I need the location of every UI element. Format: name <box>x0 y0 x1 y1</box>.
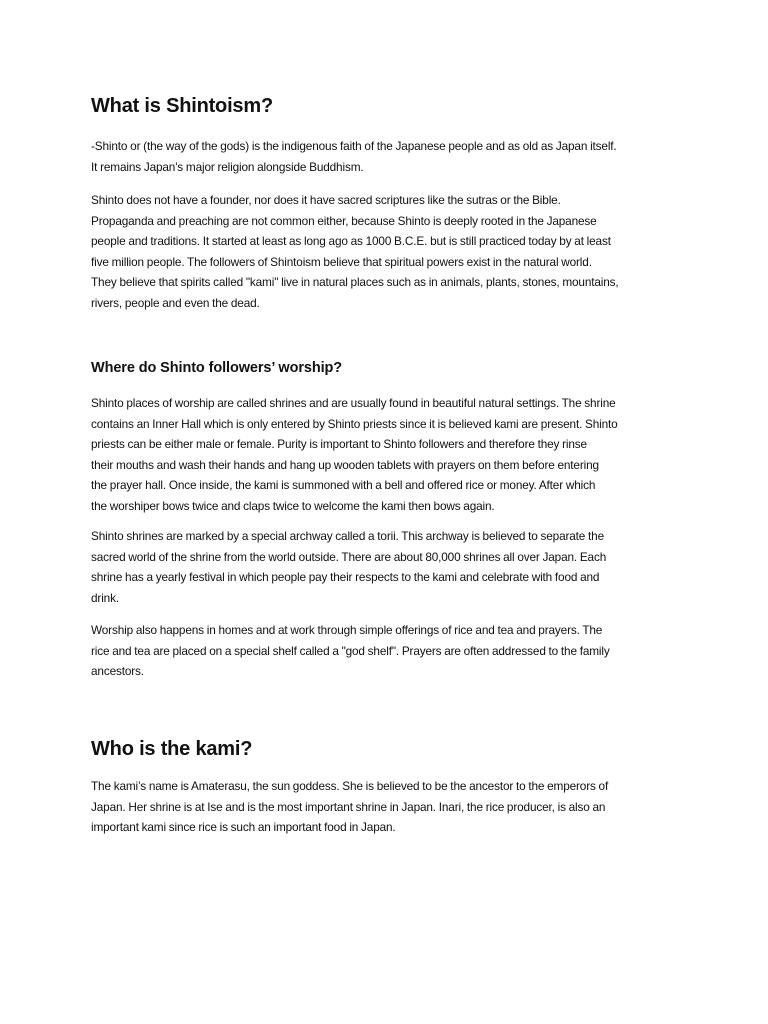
text-line: their mouths and wash their hands and hang up wooden tablets with prayers on them before entering <box>91 457 599 472</box>
text-line: people and traditions. It started at least as long ago as 1000 B.C.E. but is still practiced today by at least <box>91 234 611 248</box>
text-line: priests can be either male or female. Purity is important to Shinto followers and therefore they rinse <box>91 437 587 451</box>
text-line: Propaganda and preaching are not common either, because Shinto is deeply rooted in the Japanese <box>91 213 597 228</box>
heading-what-is-shintoism: What is Shintoism? <box>91 95 273 117</box>
text-line: the worshiper bows twice and claps twice to welcome the kami then bows again. <box>91 498 495 513</box>
text-line: Worship also happens in homes and at work through simple offerings of rice and tea and prayers. The <box>91 623 603 637</box>
text-line: ancestors. <box>91 664 144 678</box>
text-line: important kami since rice is such an important food in Japan. <box>91 820 396 834</box>
text-line: The kami’s name is Amaterasu, the sun goddess. She is believed to be the ancestor to the emperors of <box>91 779 609 793</box>
text-line: They believe that spirits called "kami" live in natural places such as in animals, plants, stones, mountains, <box>91 275 619 289</box>
paragraph-shinto-origins <box>91 190 691 313</box>
text-line: It remains Japan's major religion alongside Buddhism. <box>91 159 364 174</box>
text-line: rice and tea are placed on a special shelf called a "god shelf". Prayers are often addressed to the family <box>91 643 610 658</box>
text-line: rivers, people and even the dead. <box>91 295 260 310</box>
text-line: shrine has a yearly festival in which people pay their respects to the kami and celebrate with food and <box>91 570 600 584</box>
heading-where-worship: Where do Shinto followers’ worship? <box>91 360 343 376</box>
text-line: Shinto places of worship are called shrines and are usually found in beautiful natural settings. The shrine <box>91 396 616 410</box>
paragraph-amaterasu <box>91 776 691 838</box>
text-line: the prayer hall. Once inside, the kami is summoned with a bell and offered rice or money. After which <box>91 478 596 492</box>
paragraph-torii <box>91 526 691 608</box>
heading-who-is-kami: Who is the kami? <box>91 738 253 760</box>
paragraph-shinto-definition <box>91 136 691 177</box>
text-line: contains an Inner Hall which is only entered by Shinto priests since it is believed kami are present. Shinto <box>91 416 618 431</box>
text-line: drink. <box>91 590 119 605</box>
text-line: five million people. The followers of Shintoism believe that spiritual powers exist in the natural world. <box>91 254 592 269</box>
text-line: sacred world of the shrine from the world outside. There are about 80,000 shrines all over Japan. Each <box>91 549 607 564</box>
paragraph-home-worship <box>91 620 691 682</box>
paragraph-shrines <box>91 393 691 516</box>
text-line: Shinto does not have a founder, nor does it have sacred scriptures like the sutras or the Bible. <box>91 193 561 207</box>
text-line: Japan. Her shrine is at Ise and is the most important shrine in Japan. Inari, the rice producer, is also an <box>91 799 606 814</box>
text-line: Shinto shrines are marked by a special archway called a torii. This archway is believed to separate the <box>91 529 604 543</box>
text-line: -Shinto or (the way of the gods) is the indigenous faith of the Japanese people and as old as Japan itself. <box>91 139 617 153</box>
